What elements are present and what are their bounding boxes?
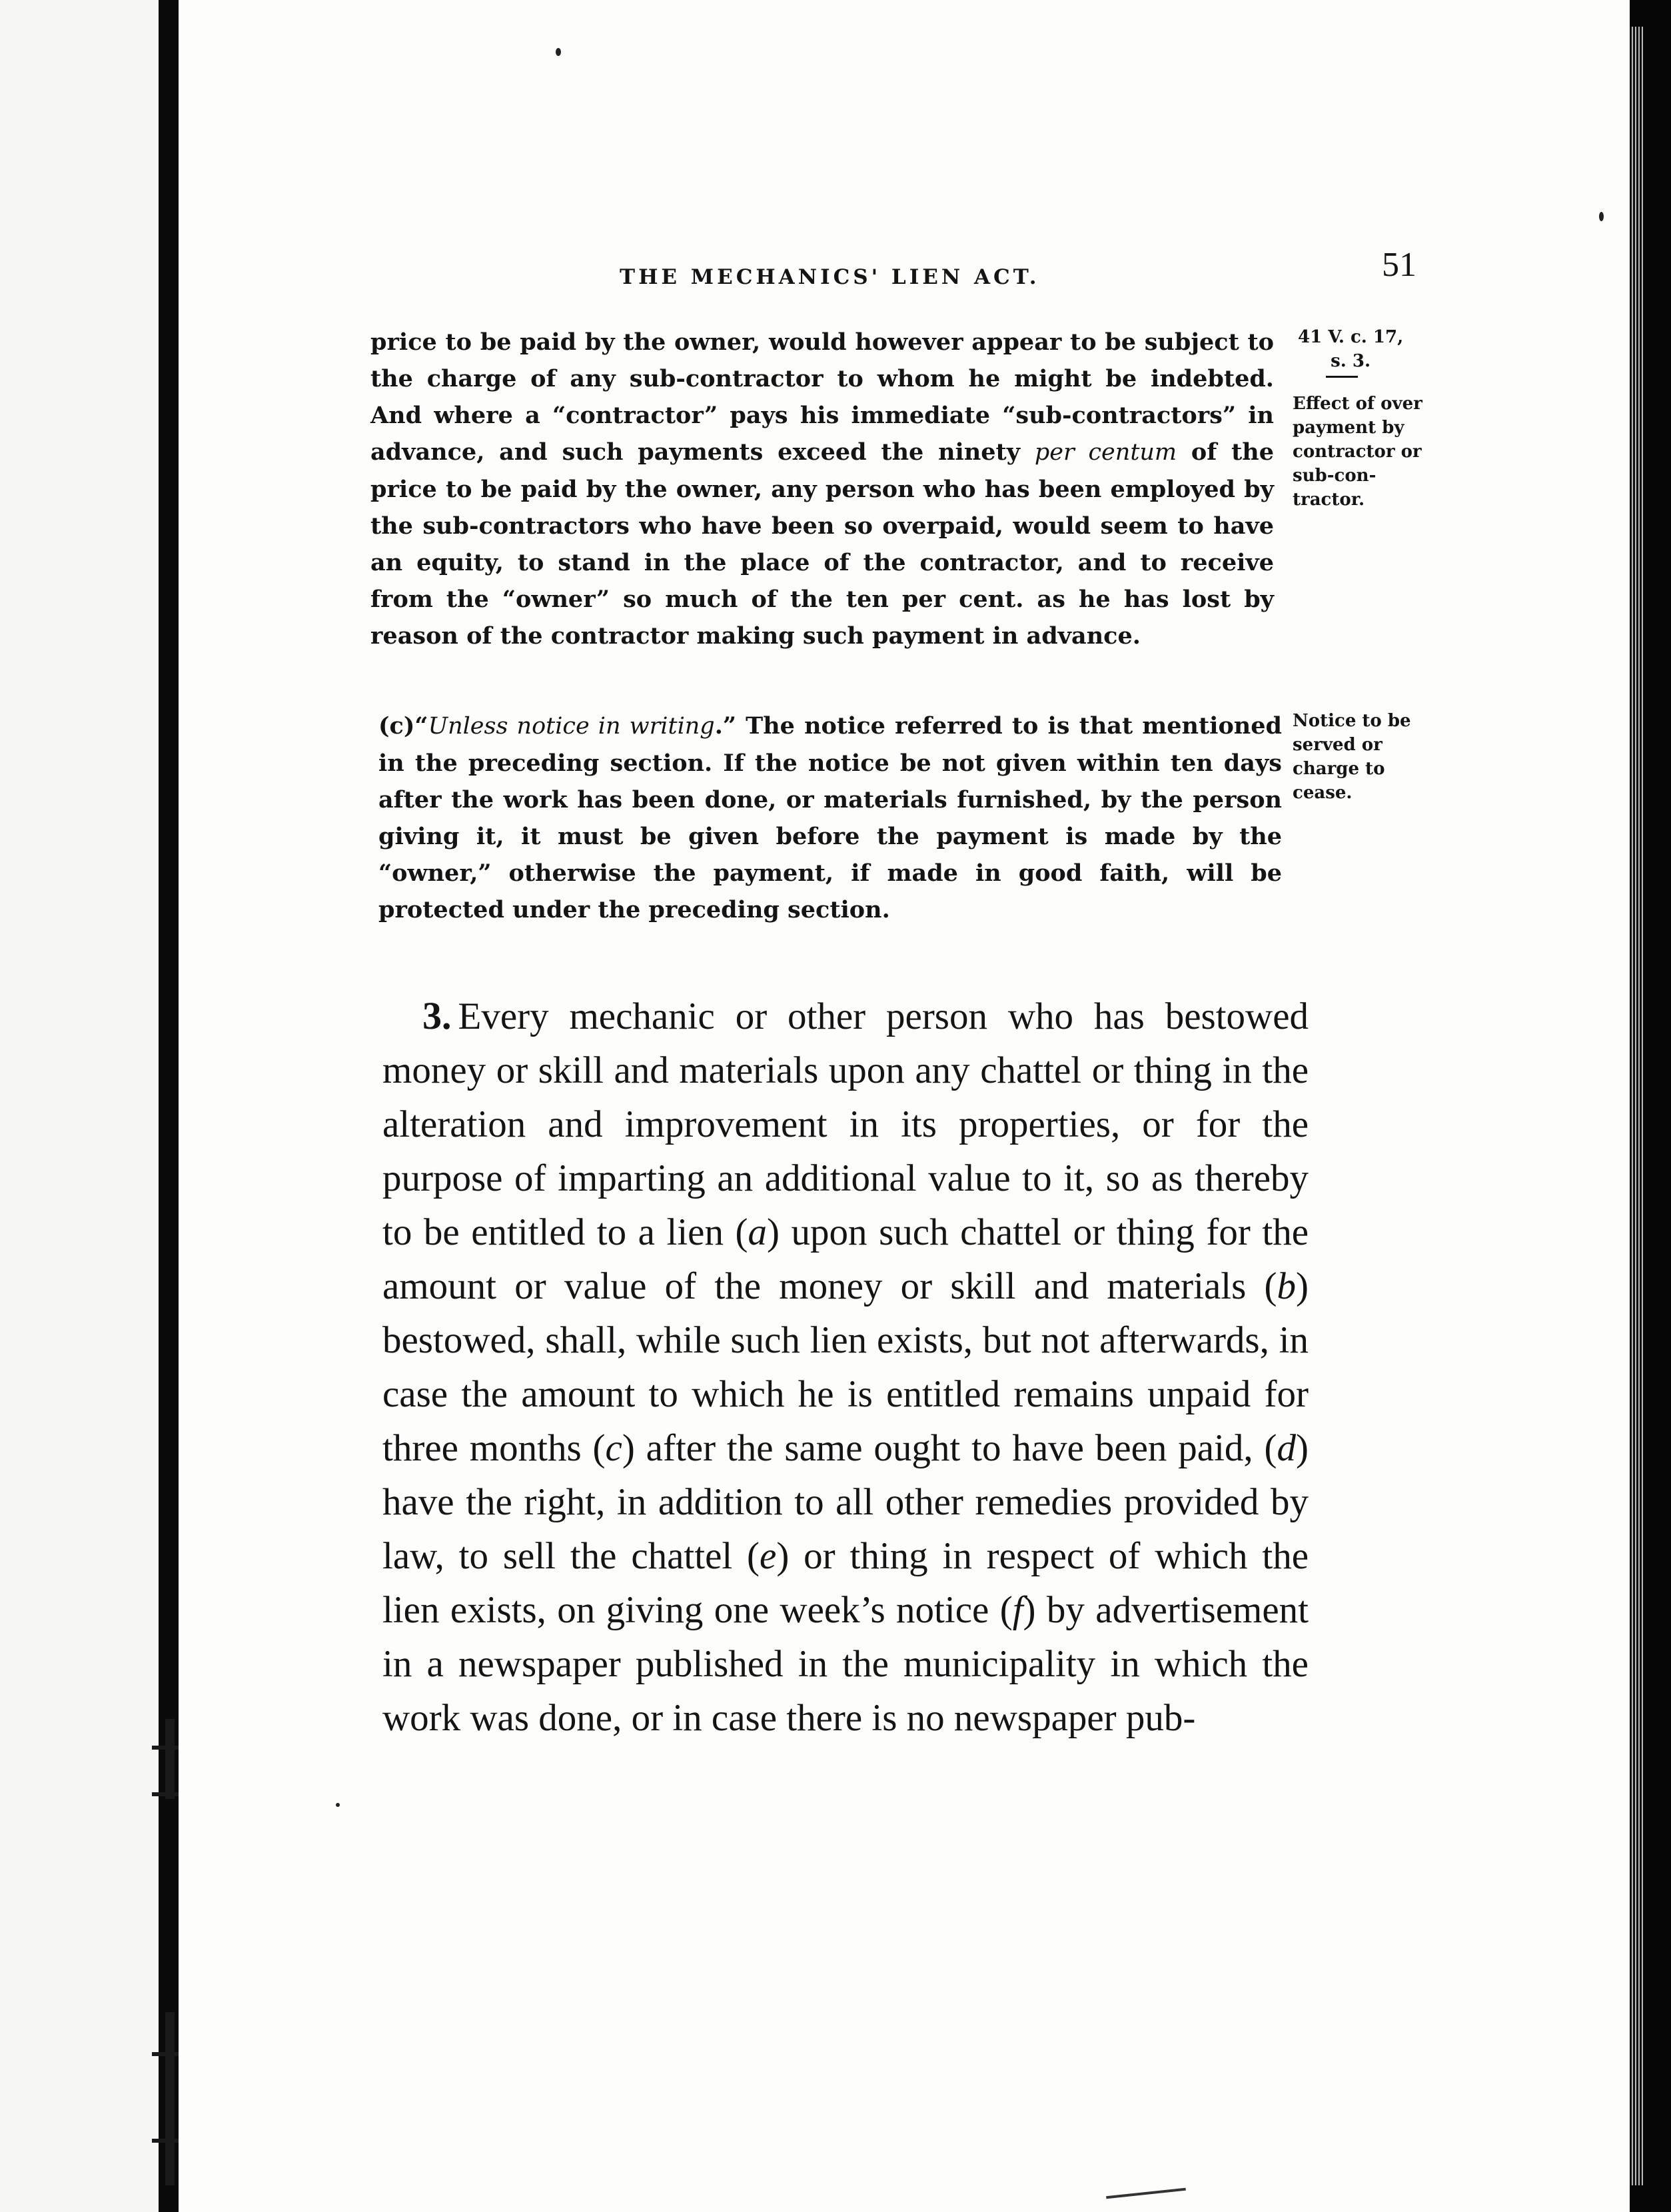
footnote-ref: e (760, 1535, 777, 1577)
binding-mark (165, 1719, 175, 1799)
note-italic: per centum (1034, 439, 1177, 466)
footnote-c (378, 708, 1282, 928)
note-label: (c)“ (378, 712, 428, 740)
section-text: Every mechanic or other person who has bestowed money or skill and materials upon any chattel or thing in the alteration and improvement in its properties, or for the purpose of imparting an additional value to it, so as thereby to be entitled to a lien ( (382, 995, 1309, 1253)
running-head: THE MECHANICS' LIEN ACT. (620, 265, 1040, 289)
ink-speck (556, 48, 561, 56)
section-text: ) upon such chattel or thing for the amount or value of the money or skill and materials ( (382, 1211, 1309, 1307)
section-text: ) after the same ought to have been paid, ( (622, 1427, 1277, 1469)
footnote-ref: d (1277, 1427, 1297, 1469)
section-text: ) by advertisement in a newspaper published in the municipality in which the work was done, or in case there is no newspaper pub- (382, 1589, 1309, 1739)
facing-page-edge (0, 0, 159, 2212)
section-text: ) have the right, in addition to all other remedies provided by law, to sell the chattel ( (382, 1427, 1309, 1577)
footnote-ref: a (748, 1211, 767, 1253)
section-text: ) or thing in respect of which the lien exists, on giving one week’s notice ( (382, 1535, 1309, 1631)
book-gutter (159, 0, 179, 2212)
footnote-ref: b (1277, 1265, 1297, 1307)
ink-speck (1599, 212, 1604, 221)
margin-note-effect: Effect of over payment by contractor or sub-con- tractor. (1293, 394, 1422, 510)
note-italic: Unless notice in writing (428, 713, 715, 740)
page-fore-edge (1630, 27, 1643, 2185)
section-text: ) bestowed, shall, while such lien exists, but not afterwards, in case the amount to which he is entitled remains unpaid for three months ( (382, 1265, 1309, 1469)
footnote-continuation (370, 324, 1274, 654)
footnote-ref: c (605, 1427, 622, 1469)
margin-citation: 41 V. c. 17, s. 3. (1298, 327, 1404, 371)
page-number: 51 (1382, 246, 1416, 284)
ink-speck (336, 1803, 340, 1807)
note-text: .” The notice referred to is that mentioned in the preceding section. If the notice be not given within ten days after the work has been done, or materials furnished, by the person giving it, it must be given before the payment is made by the “owner,” otherwise the payment, if made in good faith, will be protected under the preceding section. (378, 712, 1282, 923)
footnote-ref: f (1012, 1589, 1023, 1631)
margin-rule (1326, 376, 1358, 378)
section-number: 3. (422, 994, 452, 1037)
margin-note-notice: Notice to be served or charge to cease. (1293, 711, 1411, 803)
note-text: price to be paid by the owner, would however appear to be subject to the charge of any sub-contractor to whom he might be indebted. And where a “contractor” pays his immediate “sub-contractors” in advance, and such payments exceed the ninety (370, 328, 1274, 466)
section-3-text (382, 989, 1309, 1745)
note-text: of the price to be paid by the owner, any person who has been employed by the sub-contractors who have been so overpaid, would seem to have an equity, to stand in the place of the contractor, and to receive from the “owner” so much of the ten per cent. as he has lost by reason of the contractor making such payment in advance. (370, 438, 1274, 650)
binding-mark (165, 2012, 175, 2185)
